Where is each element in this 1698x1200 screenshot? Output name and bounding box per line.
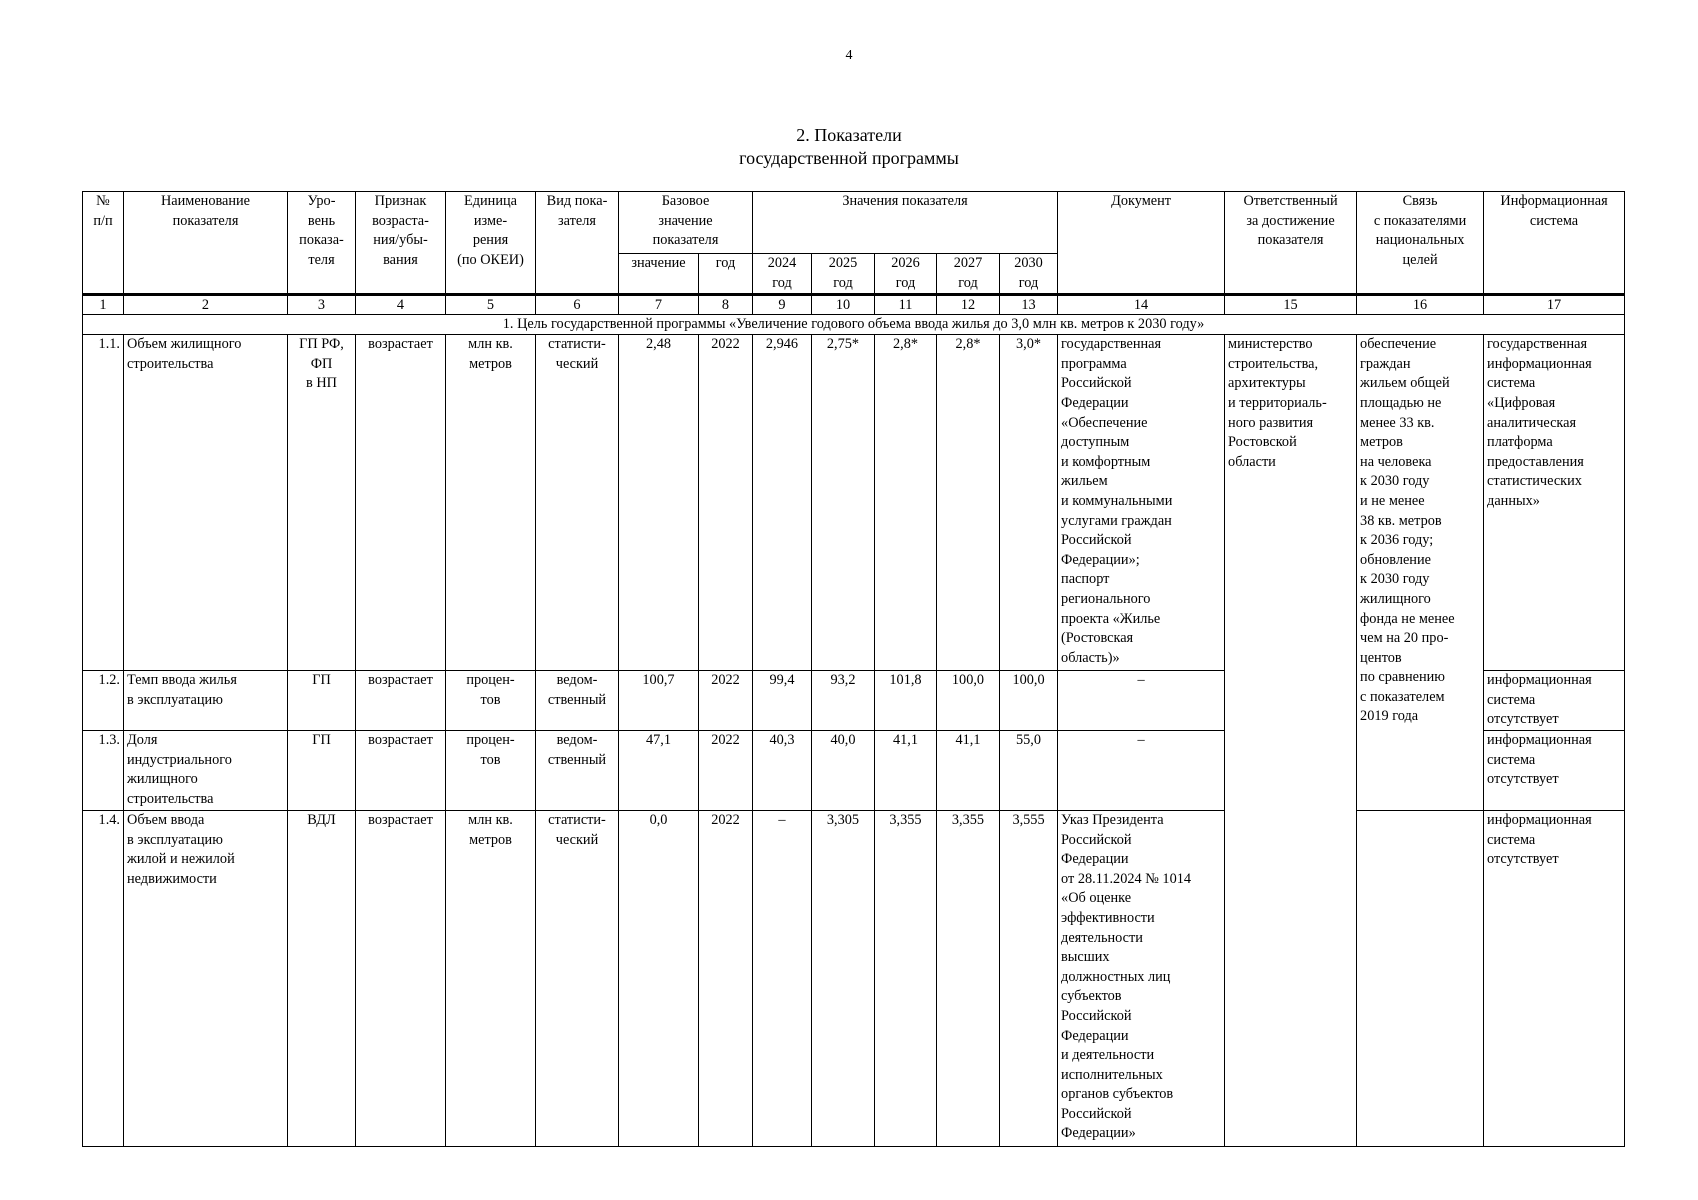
table-row <box>83 810 1625 1146</box>
row-value-2025: 2,75* <box>812 335 875 671</box>
row-value-2026: 41,1 <box>875 730 937 810</box>
column-number: 1 <box>83 295 124 315</box>
row-unit: процен- тов <box>446 671 536 731</box>
page-number: 4 <box>845 48 853 63</box>
header-2026: 2026 год <box>875 254 937 295</box>
national-goals-link-empty <box>1357 810 1484 1146</box>
row-type: ведом- ственный <box>536 730 619 810</box>
header-base: Базовое значение показателя <box>619 192 753 254</box>
row-base-value: 0,0 <box>619 810 699 1146</box>
indicators-table <box>82 191 1625 1147</box>
header-responsible: Ответственный за достижение показателя <box>1225 192 1357 295</box>
column-number: 2 <box>124 295 288 315</box>
header-unit: Единица изме- рения (по ОКЕИ) <box>446 192 536 295</box>
header-link: Связь с показателями национальных целей <box>1357 192 1484 295</box>
row-unit: млн кв. метров <box>446 810 536 1146</box>
column-number: 17 <box>1484 295 1625 315</box>
row-base-year: 2022 <box>699 335 753 671</box>
column-number: 12 <box>937 295 1000 315</box>
row-value-2027: 2,8* <box>937 335 1000 671</box>
row-level: ГП РФ, ФП в НП <box>288 335 356 671</box>
header-infosys: Информационная система <box>1484 192 1625 295</box>
row-unit: млн кв. метров <box>446 335 536 671</box>
row-document: государственная программа Российской Федерации «Обеспечение доступным и комфортным жильем и коммунальными услугами граждан Российской Федерации»; паспорт регионального проекта «Жилье (Ростовская область)» <box>1058 335 1225 671</box>
row-value-2027: 3,355 <box>937 810 1000 1146</box>
title-line-1: 2. Показатели <box>796 125 902 145</box>
goal-title: 1. Цель государственной программы «Увеличение годового объема ввода жилья до 3,0 млн кв. метров к 2030 году» <box>83 315 1625 335</box>
header-name: Наименование показателя <box>124 192 288 295</box>
row-value-2024: 40,3 <box>753 730 812 810</box>
column-number: 9 <box>753 295 812 315</box>
row-infosys: информационная система отсутствует <box>1484 671 1625 731</box>
header-2030: 2030 год <box>1000 254 1058 295</box>
row-value-2027: 41,1 <box>937 730 1000 810</box>
column-number: 5 <box>446 295 536 315</box>
row-trend: возрастает <box>356 335 446 671</box>
row-base-value: 47,1 <box>619 730 699 810</box>
row-document: – <box>1058 671 1225 731</box>
header-num: № п/п <box>83 192 124 295</box>
row-level: ВДЛ <box>288 810 356 1146</box>
table-row <box>83 335 1625 671</box>
column-number: 7 <box>619 295 699 315</box>
row-trend: возрастает <box>356 730 446 810</box>
row-document: – <box>1058 730 1225 810</box>
row-infosys: государственная информационная система «Цифровая аналитическая платформа предоставления статистических данных» <box>1484 335 1625 671</box>
row-unit: процен- тов <box>446 730 536 810</box>
header-row-1 <box>83 192 1625 254</box>
row-type: статисти- ческий <box>536 335 619 671</box>
row-value-2025: 93,2 <box>812 671 875 731</box>
row-value-2025: 40,0 <box>812 730 875 810</box>
row-base-year: 2022 <box>699 810 753 1146</box>
row-value-2026: 2,8* <box>875 335 937 671</box>
column-number: 11 <box>875 295 937 315</box>
row-name: Доля индустриального жилищного строительства <box>124 730 288 810</box>
row-value-2030: 55,0 <box>1000 730 1058 810</box>
column-number: 3 <box>288 295 356 315</box>
row-infosys: информационная система отсутствует <box>1484 730 1625 810</box>
row-base-year: 2022 <box>699 730 753 810</box>
row-num: 1.1. <box>83 335 124 671</box>
row-base-year: 2022 <box>699 671 753 731</box>
national-goals-link-cell: обеспечение граждан жильем общей площадью не менее 33 кв. метров на человека к 2030 году и не менее 38 кв. метров к 2036 году; обновление к 2030 году жилищного фонда не менее чем на 20 про- центов по сравнению с показателем 2019 года <box>1357 335 1484 811</box>
row-level: ГП <box>288 730 356 810</box>
row-value-2024: 99,4 <box>753 671 812 731</box>
row-value-2030: 3,555 <box>1000 810 1058 1146</box>
header-base-value: значение <box>619 254 699 295</box>
column-number: 6 <box>536 295 619 315</box>
column-number: 16 <box>1357 295 1484 315</box>
row-value-2024: 2,946 <box>753 335 812 671</box>
row-level: ГП <box>288 671 356 731</box>
row-name: Темп ввода жилья в эксплуатацию <box>124 671 288 731</box>
row-value-2027: 100,0 <box>937 671 1000 731</box>
row-type: ведом- ственный <box>536 671 619 731</box>
column-number: 14 <box>1058 295 1225 315</box>
header-2025: 2025 год <box>812 254 875 295</box>
header-2027: 2027 год <box>937 254 1000 295</box>
row-num: 1.3. <box>83 730 124 810</box>
header-level: Уро- вень показа- теля <box>288 192 356 295</box>
row-infosys: информационная система отсутствует <box>1484 810 1625 1146</box>
page-title <box>0 124 1698 170</box>
row-base-value: 2,48 <box>619 335 699 671</box>
column-number: 15 <box>1225 295 1357 315</box>
header-base-year: год <box>699 254 753 295</box>
row-value-2026: 3,355 <box>875 810 937 1146</box>
responsible-cell: министерство строительства, архитектуры и территориаль- ного развития Ростовской области <box>1225 335 1357 1147</box>
column-number: 10 <box>812 295 875 315</box>
goal-row <box>83 315 1625 335</box>
row-name: Объем жилищного строительства <box>124 335 288 671</box>
header-document: Документ <box>1058 192 1225 295</box>
column-number: 4 <box>356 295 446 315</box>
column-number-row <box>83 295 1625 315</box>
row-trend: возрастает <box>356 671 446 731</box>
row-num: 1.2. <box>83 671 124 731</box>
row-document: Указ Президента Российской Федерации от 28.11.2024 № 1014 «Об оценке эффективности деятельности высших должностных лиц субъектов Российской Федерации и деятельности исполнительных органов субъектов Российской Федерации» <box>1058 810 1225 1146</box>
header-type: Вид пока- зателя <box>536 192 619 295</box>
header-values: Значения показателя <box>753 192 1058 254</box>
row-num: 1.4. <box>83 810 124 1146</box>
header-2024: 2024 год <box>753 254 812 295</box>
header-trend: Признак возраста- ния/убы- вания <box>356 192 446 295</box>
row-value-2030: 100,0 <box>1000 671 1058 731</box>
row-name: Объем ввода в эксплуатацию жилой и нежилой недвижимости <box>124 810 288 1146</box>
row-base-value: 100,7 <box>619 671 699 731</box>
row-value-2030: 3,0* <box>1000 335 1058 671</box>
row-value-2024: – <box>753 810 812 1146</box>
row-trend: возрастает <box>356 810 446 1146</box>
column-number: 8 <box>699 295 753 315</box>
title-line-2: государственной программы <box>739 148 959 168</box>
column-number: 13 <box>1000 295 1058 315</box>
row-value-2025: 3,305 <box>812 810 875 1146</box>
row-type: статисти- ческий <box>536 810 619 1146</box>
row-value-2026: 101,8 <box>875 671 937 731</box>
